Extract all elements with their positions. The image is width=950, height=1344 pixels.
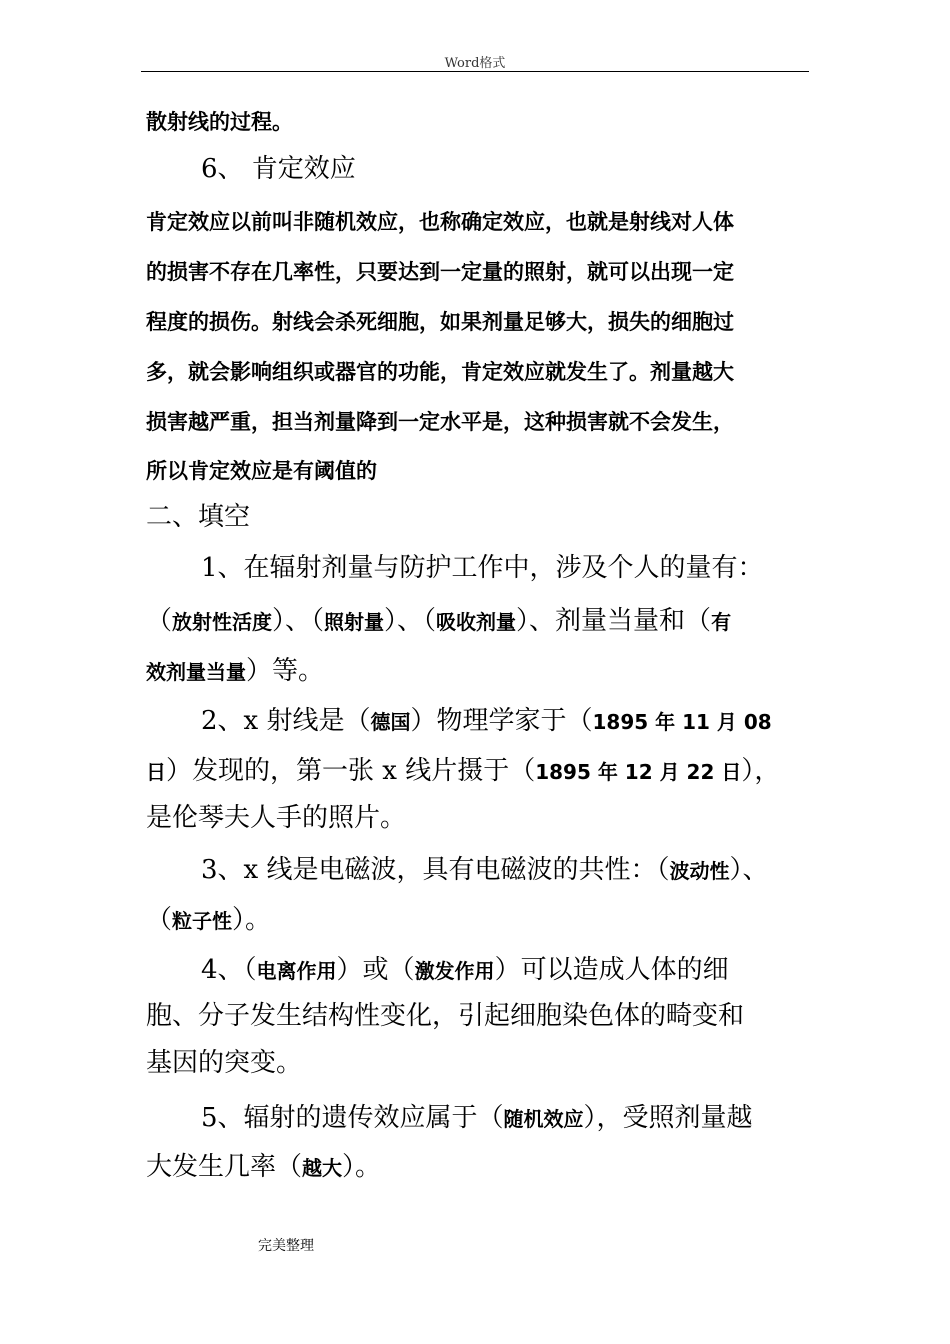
section6-line-6: 所以肯定效应是有阈值的 — [146, 459, 377, 483]
q1-answer-4a: 有 — [711, 610, 732, 634]
page-footer: 完美整理 — [258, 1238, 314, 1254]
q5-text: ），受照剂量越 — [583, 1103, 753, 1133]
q1-answer-1: 放射性活度 — [172, 610, 273, 634]
section6-line-4: 多，就会影响组织或器官的功能，肯定效应就发生了。剂量越大 — [146, 360, 734, 384]
q5-text: ）。 — [342, 1152, 382, 1182]
q1-text: ）、剂量当量和（ — [516, 606, 712, 636]
q1-answer-3: 吸收剂量 — [436, 610, 517, 634]
q2-line-1 — [201, 700, 772, 737]
q1-paren: ）、（ — [384, 606, 437, 636]
q4-answer-2: 激发作用 — [414, 959, 495, 983]
section6-line-1: 肯定效应以前叫非随机效应，也称确定效应，也就是射线对人体 — [146, 210, 734, 234]
q2-answer-1: 德国 — [370, 710, 411, 734]
q4-line-2: 胞、分子发生结构性变化，引起细胞染色体的畸变和 — [146, 1001, 745, 1031]
page-header: Word格式 — [444, 56, 506, 71]
section6-heading: 6、 肯定效应 — [201, 154, 356, 184]
q1-answer-4b: 效剂量当量 — [146, 660, 246, 684]
q1-paren: ）、（ — [272, 606, 325, 636]
section6-line-2: 的损害不存在几率性，只要达到一定量的照射，就可以出现一定 — [146, 260, 734, 284]
q4-text: 4、（ — [201, 955, 257, 985]
q5-text: 大发生几率（ — [146, 1152, 303, 1182]
fill-heading: 二、填空 — [146, 502, 251, 532]
q2-line-2 — [146, 750, 780, 787]
q2-text: ）， — [741, 756, 781, 786]
q3-line-2 — [146, 899, 271, 936]
q3-answer-2: 粒子性 — [172, 909, 233, 933]
q4-text: ）或（ — [336, 955, 415, 985]
q1-line-3 — [146, 650, 324, 687]
q1-answer-2: 照射量 — [324, 610, 385, 634]
q5-text: 5、辐射的遗传效应属于（ — [201, 1103, 504, 1133]
q4-line-1 — [201, 949, 729, 986]
section6-line-3: 程度的损伤。射线会杀死细胞，如果剂量足够大，损失的细胞过 — [146, 310, 734, 334]
q3-text: ）、 — [729, 855, 769, 885]
q1-text: ）等。 — [246, 656, 325, 686]
q1-line-2 — [146, 600, 731, 637]
q2-answer-2a: 1895 年 11 月 08 — [592, 710, 772, 734]
q3-text: （ — [146, 905, 173, 935]
intro-line: 散射线的过程。 — [146, 110, 293, 134]
header-rule — [141, 71, 809, 72]
q5-answer-1: 随机效应 — [503, 1107, 584, 1131]
q3-text: 3、x 线是电磁波，具有电磁波的共性：（ — [201, 855, 670, 885]
q1-line-1: 1、在辐射剂量与防护工作中，涉及个人的量有： — [201, 553, 764, 583]
q2-line-3: 是伦琴夫人手的照片。 — [146, 803, 407, 833]
q2-text: ）物理学家于（ — [410, 706, 593, 736]
q5-answer-2: 越大 — [302, 1156, 343, 1180]
q2-text: 2、x 射线是（ — [201, 706, 371, 736]
q5-line-2 — [146, 1146, 381, 1183]
q4-text: ）可以造成人体的细 — [494, 955, 729, 985]
q2-answer-2b: 日 — [146, 760, 166, 784]
section6-line-5: 损害越严重，担当剂量降到一定水平是，这种损害就不会发生， — [146, 410, 734, 434]
q4-line-3: 基因的突变。 — [146, 1048, 303, 1078]
q3-answer-1: 波动性 — [669, 859, 730, 883]
q1-paren: （ — [146, 606, 173, 636]
q5-line-1 — [201, 1097, 753, 1134]
q2-answer-3: 1895 年 12 月 22 日 — [535, 760, 742, 784]
q2-text: ）发现的，第一张 x 线片摄于（ — [166, 756, 536, 786]
q4-answer-1: 电离作用 — [256, 959, 337, 983]
q3-text: ）。 — [232, 905, 272, 935]
q3-line-1 — [201, 849, 769, 886]
